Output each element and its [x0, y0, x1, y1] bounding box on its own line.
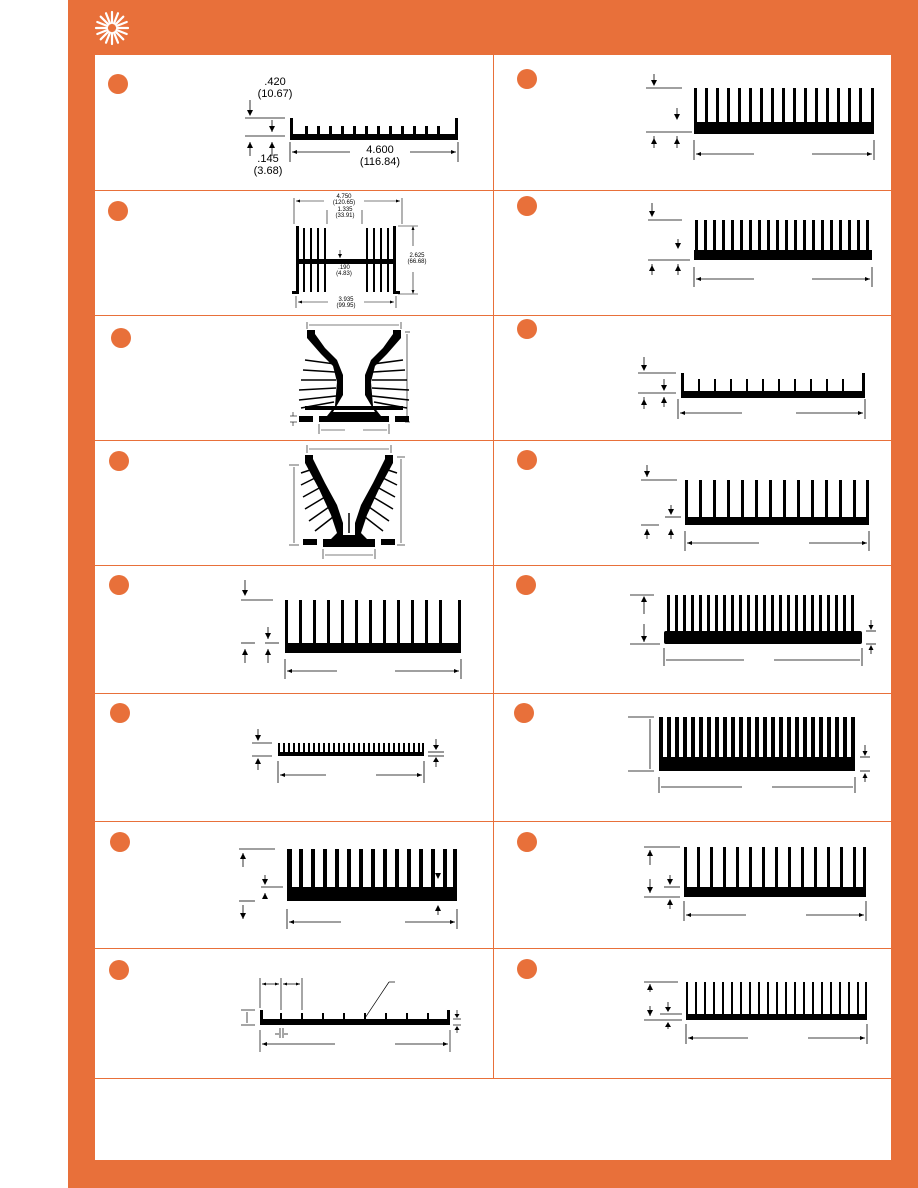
heatsink-profile-drawing	[285, 443, 405, 565]
dimension-mm: (120.65)	[332, 200, 356, 207]
bullet-marker	[109, 960, 129, 980]
bullet-marker	[110, 703, 130, 723]
bullet-marker	[108, 74, 128, 94]
heatsink-profile-drawing	[644, 70, 884, 180]
dimension-mm: (99.95)	[336, 303, 356, 310]
bullet-marker	[109, 451, 129, 471]
bullet-marker	[110, 832, 130, 852]
heatsink-profile-drawing	[285, 320, 415, 438]
heatsink-profile-drawing	[250, 713, 450, 798]
heatsink-cell	[95, 315, 493, 440]
dimension-mm: (10.67)	[257, 87, 293, 100]
height-dimension	[253, 77, 297, 100]
heatsink-cell	[95, 440, 493, 565]
base-width-dimension	[329, 297, 363, 310]
heatsink-cell	[494, 693, 891, 821]
heatsink-profile-drawing	[235, 970, 475, 1070]
bullet-marker	[517, 196, 537, 216]
dimension-inches: .420	[264, 76, 286, 88]
heatsink-profile-drawing	[639, 455, 879, 560]
dimension-mm: (116.84)	[359, 155, 401, 168]
heatsink-profile-drawing	[235, 829, 475, 944]
dimension-inches: 1.335	[337, 207, 353, 213]
center-gap-dimension	[330, 207, 360, 220]
heatsink-cell	[95, 693, 493, 821]
heatsink-cell	[494, 565, 891, 693]
bullet-marker	[517, 69, 537, 89]
width-dimension	[350, 145, 410, 168]
height-dimension	[404, 253, 430, 266]
dimension-inches: 3.935	[338, 297, 354, 303]
heatsink-cell	[494, 821, 891, 948]
heatsink-cell	[494, 948, 891, 1078]
dimension-inches: .190	[338, 265, 350, 271]
dimension-inches: 2.625	[409, 253, 425, 259]
heatsink-cell	[494, 440, 891, 565]
dimension-mm: (33.91)	[335, 213, 355, 220]
bullet-marker	[517, 319, 537, 339]
heatsink-profile-drawing	[235, 575, 475, 685]
bullet-marker	[517, 832, 537, 852]
heatsink-profile-drawing	[634, 831, 874, 946]
heatsink-cell	[494, 55, 891, 190]
bullet-marker	[109, 575, 129, 595]
heatsink-profile-drawing	[644, 195, 884, 307]
dimension-mm: (4.83)	[336, 271, 352, 278]
base-thickness-dimension	[248, 154, 288, 177]
heatsink-cell	[95, 190, 493, 315]
heatsink-cell	[95, 821, 493, 948]
heatsink-profile-drawing	[624, 707, 884, 817]
dimension-inches: .145	[257, 153, 279, 165]
heatsink-cell	[95, 55, 493, 190]
dimension-mm: (3.68)	[253, 164, 283, 177]
base-thickness-dimension	[331, 265, 357, 278]
bullet-marker	[517, 959, 537, 979]
heatsink-cell	[95, 948, 493, 1078]
bullet-marker	[516, 575, 536, 595]
bullet-marker	[514, 703, 534, 723]
heatsink-cell	[95, 565, 493, 693]
heatsink-profile-drawing	[624, 580, 884, 685]
bullet-marker	[108, 201, 128, 221]
heatsink-profile-drawing	[634, 335, 874, 435]
catalog-panel	[95, 55, 891, 1160]
heatsink-cell	[494, 190, 891, 315]
dimension-inches: 4.750	[336, 194, 352, 200]
bullet-marker	[111, 328, 131, 348]
overall-width-dimension	[324, 194, 364, 207]
dimension-mm: (66.68)	[407, 259, 427, 266]
heatsink-profile-drawing	[634, 970, 874, 1070]
bullet-marker	[517, 450, 537, 470]
dimension-inches: 4.600	[366, 144, 394, 156]
starburst-logo-icon	[94, 10, 130, 46]
footer-blank-area	[95, 1079, 891, 1160]
heatsink-cell	[494, 315, 891, 440]
